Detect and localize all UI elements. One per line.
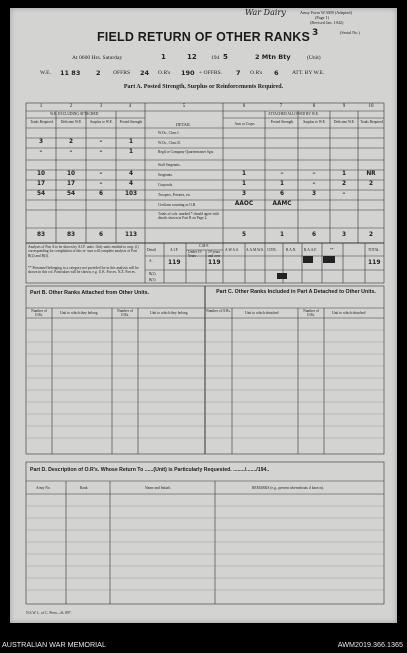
part-c-title: Part C. Other Ranks Included in Part A Detached to Other Units. xyxy=(216,289,376,295)
col-header: Posted Strength xyxy=(270,120,294,124)
redaction-mark xyxy=(323,256,335,263)
part-a-cell: 1 xyxy=(241,171,247,177)
total-cell: 6 xyxy=(311,232,317,238)
analysis-col: Detail xyxy=(147,248,156,252)
analysis-col: C.M.F. xyxy=(199,244,209,248)
analysis-row: B(2) xyxy=(149,272,156,276)
detail-label: Sergeants. xyxy=(158,173,173,177)
part-b-col: Number of O.Rs. xyxy=(31,309,47,317)
col-number: 6 xyxy=(242,104,246,109)
part-b-col: Number of O.Rs. xyxy=(117,309,133,317)
col-header: Deficient W.E. xyxy=(333,120,356,124)
part-a-cell: 10 xyxy=(36,171,46,177)
part-a-cell: 4 xyxy=(128,181,134,187)
part-c-col: Number of O.Rs. xyxy=(206,309,231,313)
part-a-cell: – xyxy=(99,139,103,145)
analysis-cmf: 119 xyxy=(208,259,221,266)
form-ref-1: Army Form W.3009 (Adapted) xyxy=(300,10,352,15)
part-a-cell: 1 xyxy=(241,181,247,187)
date-year-suffix: 5 xyxy=(223,53,228,61)
redaction-mark xyxy=(277,273,287,279)
left-group-heading: W.E. EXCLUDING ATTACHED xyxy=(50,112,99,116)
plus-offrs-value: 7 xyxy=(236,69,241,77)
detail-label: Totals of cols. marked * should agree with details shown in Part B on Page 2. xyxy=(158,212,220,220)
detail-label: W.Os., Class I. xyxy=(158,131,180,135)
analysis-col: R.A.A.F. xyxy=(304,248,317,252)
col-number: 4 xyxy=(128,104,132,109)
part-b-title: Part B. Other Ranks Attached from Other Units. xyxy=(30,290,150,296)
we-plus: 2 xyxy=(96,69,101,77)
part-a-cell: 1 xyxy=(279,181,285,187)
part-a-cell: 2 xyxy=(341,181,347,187)
serial-label: (Serial No.) xyxy=(340,30,360,35)
part-a-cell: 10 xyxy=(66,171,76,177)
part-a-heading: Part A. Posted Strength, Surplus or Reinforcements Required. xyxy=(123,84,284,90)
unit-value: 2 Mtn Bty xyxy=(255,53,291,61)
col-number: 5 xyxy=(182,104,186,109)
archive-footer xyxy=(0,635,407,653)
part-a-cell: NR xyxy=(366,171,376,177)
analysis-row: A. xyxy=(149,259,153,263)
detail-label: W.Os., Class II. xyxy=(158,141,181,145)
part-d-col: Name and Initials xyxy=(145,486,171,490)
part-a-cell: 3 xyxy=(241,191,247,197)
part-a-cell: 1 xyxy=(128,139,134,145)
analysis-text: Analysis of Part A to be shown by A.I.F. units. Only units entitled to corp. (i) corresponding for compilation of this re- turn will complete analysis of Part B(2) and B(3). xyxy=(28,245,139,258)
col-header: Arm or Corps xyxy=(234,122,255,126)
col-header: Deficient W.E. xyxy=(60,120,83,124)
part-a-cell: 3 xyxy=(311,191,317,197)
part-a-cell: 2 xyxy=(68,139,74,145)
offrs-value: 24 xyxy=(140,69,150,77)
archive-reference: AWM2019.366.1365 xyxy=(337,640,403,649)
ors-value: 190 xyxy=(181,69,195,77)
col-number: 7 xyxy=(279,104,283,109)
part-a-cell: 6 xyxy=(279,191,285,197)
part-a-cell: 2 xyxy=(368,181,374,187)
date-month: 12 xyxy=(187,53,197,61)
analysis-col: ** xyxy=(330,248,334,252)
part-a-cell: – xyxy=(342,191,346,197)
total-cell: 2 xyxy=(368,232,374,238)
part-a-cell: – xyxy=(69,149,73,155)
right-group-heading: ATTACHED ALLOWED BY W.E. xyxy=(268,112,319,116)
redaction-mark xyxy=(303,256,313,263)
col-number: 3 xyxy=(99,104,103,109)
analysis-col: R.A.N. xyxy=(286,248,297,252)
plus-ors-value: 6 xyxy=(274,69,279,77)
analysis-col: TOTAL xyxy=(368,248,380,252)
analysis-note: ** Personnel belonging to a category not provided for in this analysis will be shown in this col. Particulars will be shown, e.g. U.K. Forces, N.Z. Forces. xyxy=(28,266,139,275)
part-a-cell: 54 xyxy=(36,191,46,197)
ors-label: O.R's xyxy=(158,70,171,76)
form-grid-lines xyxy=(10,8,397,623)
handwritten-note: War Dairy xyxy=(245,8,286,17)
form-sheet xyxy=(10,8,397,623)
date-prefix: At 0600 Hrs. Saturday xyxy=(72,55,123,61)
part-d-col: Rank xyxy=(80,486,88,490)
date-day: 1 xyxy=(161,53,166,61)
part-d-col: Army No. xyxy=(36,486,51,490)
analysis-col: A.A.M.W.S. xyxy=(246,248,264,252)
serial-value: 3 xyxy=(312,28,319,38)
part-b-col: Unit to which they belong xyxy=(150,311,188,315)
part-a-cell: – xyxy=(312,181,316,187)
part-b-col: Unit to which they belong xyxy=(60,311,98,315)
total-cell: 83 xyxy=(36,232,46,238)
part-a-cell: 1 xyxy=(341,171,347,177)
part-a-cell: – xyxy=(280,171,284,177)
part-a-cell: 6 xyxy=(98,191,104,197)
part-a-cell: 103 xyxy=(124,191,138,197)
analysis-col: A.I.F. xyxy=(170,248,179,252)
form-ref-3: (Revised Jan. 1942) xyxy=(310,20,344,25)
part-a-cell: – xyxy=(99,181,103,187)
detail-heading: DETAIL xyxy=(176,122,191,127)
detail-label: Troopers, Privates, etc. xyxy=(158,193,192,197)
page-title: FIELD RETURN OF OTHER RANKS xyxy=(96,30,311,44)
plus-offrs-label: + OFFRS. xyxy=(199,70,223,76)
part-a-cell: – xyxy=(312,171,316,177)
col-header: Totals Required xyxy=(360,120,383,124)
total-cell: 6 xyxy=(98,232,104,238)
col-number: 1 xyxy=(39,104,43,109)
we-value: 11 83 xyxy=(60,69,81,77)
we-prefix: W.E. xyxy=(40,70,51,76)
col-header: Posted Strength xyxy=(119,120,143,124)
part-c-col: Number of O.Rs. xyxy=(303,309,319,317)
part-a-cell: 3 xyxy=(38,139,44,145)
date-year: 194 xyxy=(211,55,220,61)
part-d-title: Part D. Description of O.R's. Whose Return To ......(Unit) is Particularly Requested. ......../......./194.. xyxy=(30,467,270,473)
part-a-cell: 4 xyxy=(128,171,134,177)
unit-label: (Unit) xyxy=(307,55,321,61)
part-c-col: Unit to which detached xyxy=(332,311,366,315)
total-cell: 5 xyxy=(241,232,247,238)
part-a-cell: AAMC xyxy=(272,201,292,207)
part-a-cell: AAOC xyxy=(234,201,254,207)
analysis-sub: 19 years and over xyxy=(208,250,221,258)
part-a-cell: 1 xyxy=(128,149,134,155)
total-cell: 1 xyxy=(279,232,285,238)
part-d-col: REMARKS (e.g., present whereabouts if known). xyxy=(252,486,324,490)
analysis-col: A.W.A.S. xyxy=(225,248,239,252)
col-number: 8 xyxy=(312,104,316,109)
plus-ors-label: O.R's xyxy=(250,70,263,76)
total-cell: 83 xyxy=(66,232,76,238)
col-header: Totals Required xyxy=(30,120,53,124)
col-header: Surplus to W.E. xyxy=(90,120,113,124)
total-cell: 3 xyxy=(341,232,347,238)
part-a-cell: 54 xyxy=(66,191,76,197)
part-a-cell: – xyxy=(99,149,103,155)
analysis-sub: Under 19 Years xyxy=(188,250,202,258)
total-cell: 113 xyxy=(124,232,138,238)
offrs-label: OFFRS xyxy=(113,70,131,76)
att-label: ATT. BY W.E. xyxy=(292,70,325,76)
part-a-cell: – xyxy=(39,149,43,155)
col-number: 10 xyxy=(368,104,374,109)
part-c-col: Unit to which detached xyxy=(245,311,279,315)
part-a-cell: – xyxy=(99,171,103,177)
detail-label: Regtl or Company Quartermaster Sgts. xyxy=(158,150,214,154)
detail-label: Civilians counting as O.R. xyxy=(158,203,197,207)
col-number: 9 xyxy=(342,104,346,109)
part-a-cell: 17 xyxy=(66,181,76,187)
analysis-row: B(3) xyxy=(149,278,156,282)
printer-imprint: N.S.W. L. of C. Press—St. 897. xyxy=(26,611,72,615)
col-number: 2 xyxy=(69,104,73,109)
detail-label: Staff Sergeants. xyxy=(158,163,181,167)
part-a-cell: 17 xyxy=(36,181,46,187)
analysis-aif: 119 xyxy=(168,259,181,266)
analysis-total: 119 xyxy=(368,259,381,266)
analysis-col: CIVIL xyxy=(267,248,277,252)
archive-name: AUSTRALIAN WAR MEMORIAL xyxy=(2,640,106,649)
detail-label: Corporals. xyxy=(158,183,174,187)
col-header: Surplus to W.E. xyxy=(303,120,326,124)
form-ref-2: (Page 1) xyxy=(315,15,330,20)
